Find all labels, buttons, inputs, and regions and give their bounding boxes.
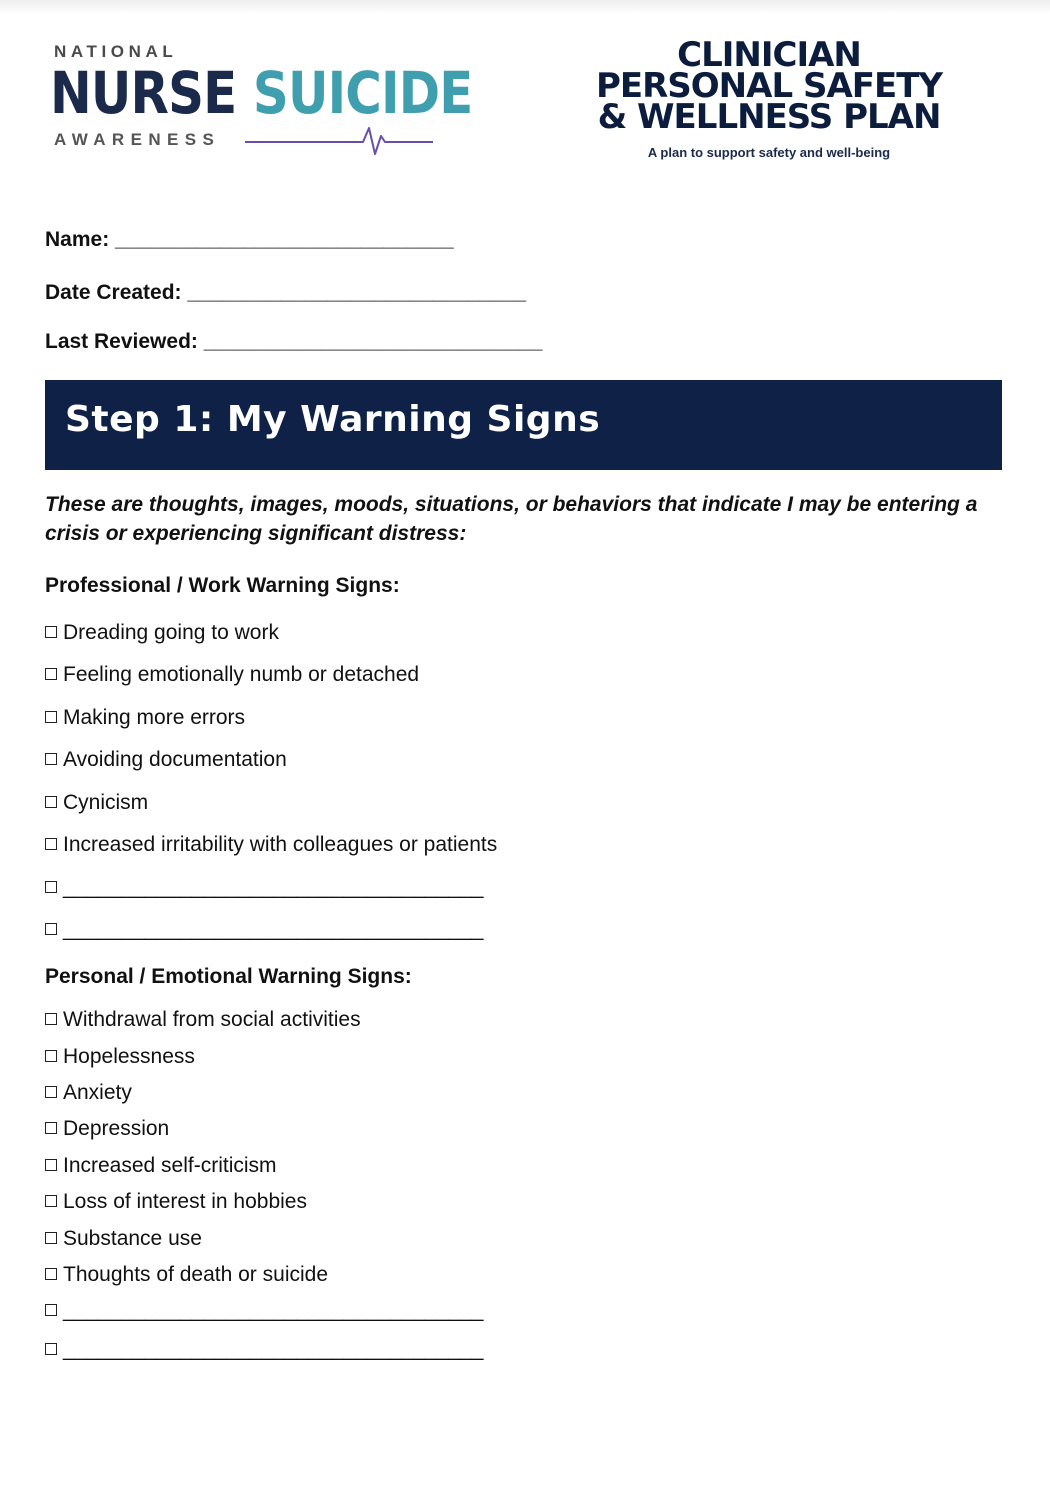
checklist-blank-line[interactable]: ____________________________________ [63,918,484,941]
checkbox-icon[interactable] [45,1159,57,1171]
checklist-item[interactable] [45,791,148,815]
date-created-field[interactable]: Date Created: _____________________________ [45,281,527,304]
checkbox-icon[interactable] [45,626,57,638]
checkbox-icon[interactable] [45,881,57,893]
checkbox-icon[interactable] [45,1086,57,1098]
checklist-item-label: Loss of interest in hobbies [63,1190,307,1213]
checklist-item[interactable] [45,1008,361,1032]
checklist-blank-line[interactable]: ____________________________________ [63,1299,484,1322]
plan-subtitle: A plan to support safety and well-being [647,145,891,160]
checklist-item-label: Hopelessness [63,1045,195,1068]
checkbox-icon[interactable] [45,796,57,808]
checkbox-icon[interactable] [45,1195,57,1207]
checklist-item-label: Increased irritability with colleagues or patients [63,833,498,856]
checkbox-icon[interactable] [45,1343,57,1355]
checkbox-icon[interactable] [45,1122,57,1134]
nurse-suicide-awareness-logo [50,40,473,160]
checklist-item-label: Avoiding documentation [63,748,287,771]
checklist-item[interactable] [45,1227,202,1251]
checkbox-icon[interactable] [45,1013,57,1025]
personal-section-heading: Personal / Emotional Warning Signs: [45,965,412,988]
checklist-item[interactable] [45,1117,169,1141]
checklist-item[interactable] [45,1263,328,1287]
checklist-item[interactable] [45,748,287,772]
checkbox-icon[interactable] [45,711,57,723]
checklist-item[interactable] [45,1081,132,1105]
checkbox-icon[interactable] [45,1268,57,1280]
checklist-blank-line[interactable]: ____________________________________ [63,876,484,899]
logo-word-nurse: NURSE [50,59,237,127]
last-reviewed-field[interactable]: Last Reviewed: _____________________________ [45,330,543,353]
checklist-item-label: Depression [63,1117,170,1140]
checklist-item-label: Substance use [63,1227,202,1250]
professional-section-heading: Professional / Work Warning Signs: [45,574,400,597]
checkbox-icon[interactable] [45,668,57,680]
heartbeat-line-icon [245,122,435,158]
step-intro-text: These are thoughts, images, moods, situations, or behaviors that indicate I may be entering a crisis or experiencing significant distress: [45,493,978,545]
checkbox-icon[interactable] [45,753,57,765]
checklist-item-label: Dreading going to work [63,621,279,644]
step-1-title: Step 1: My Warning Signs [65,399,601,440]
plan-title-line-3: & WELLNESS PLAN [597,97,941,137]
logo-main-text [50,60,472,126]
checkbox-icon[interactable] [45,923,57,935]
checklist-item-blank[interactable] [45,876,483,900]
checklist-item-label: Cynicism [63,791,149,814]
page-top-shadow [0,0,1050,14]
checklist-item[interactable] [45,833,497,857]
checklist-item[interactable] [45,706,245,730]
plan-title-line-2: PERSONAL SAFETY [595,66,943,106]
checklist-item[interactable] [45,1154,277,1178]
logo-word-suicide: SUICIDE [252,59,473,127]
checklist-item[interactable] [45,663,419,687]
checkbox-icon[interactable] [45,1304,57,1316]
checklist-item-label: Feeling emotionally numb or detached [63,663,420,686]
checklist-item-label: Making more errors [63,706,246,729]
plan-title-line-1: CLINICIAN [677,35,861,75]
checklist-item[interactable] [45,1190,307,1214]
checklist-item-blank[interactable] [45,1338,483,1362]
checklist-item-blank[interactable] [45,918,483,942]
checklist-item-label: Withdrawal from social activities [63,1008,361,1031]
checkbox-icon[interactable] [45,838,57,850]
checklist-blank-line[interactable]: ____________________________________ [63,1338,484,1361]
plan-title-block [530,35,1008,160]
step-1-header [45,380,1002,470]
checklist-item-blank[interactable] [45,1299,483,1323]
logo-awareness-text: AWARENESS [54,130,221,149]
checklist-item-label: Increased self-criticism [63,1154,277,1177]
checklist-item[interactable] [45,1045,195,1069]
checkbox-icon[interactable] [45,1232,57,1244]
logo-national-text: NATIONAL [54,42,178,61]
name-field[interactable]: Name: _____________________________ [45,228,454,251]
checkbox-icon[interactable] [45,1050,57,1062]
checklist-item[interactable] [45,621,279,645]
checklist-item-label: Anxiety [63,1081,132,1104]
checklist-item-label: Thoughts of death or suicide [63,1263,329,1286]
